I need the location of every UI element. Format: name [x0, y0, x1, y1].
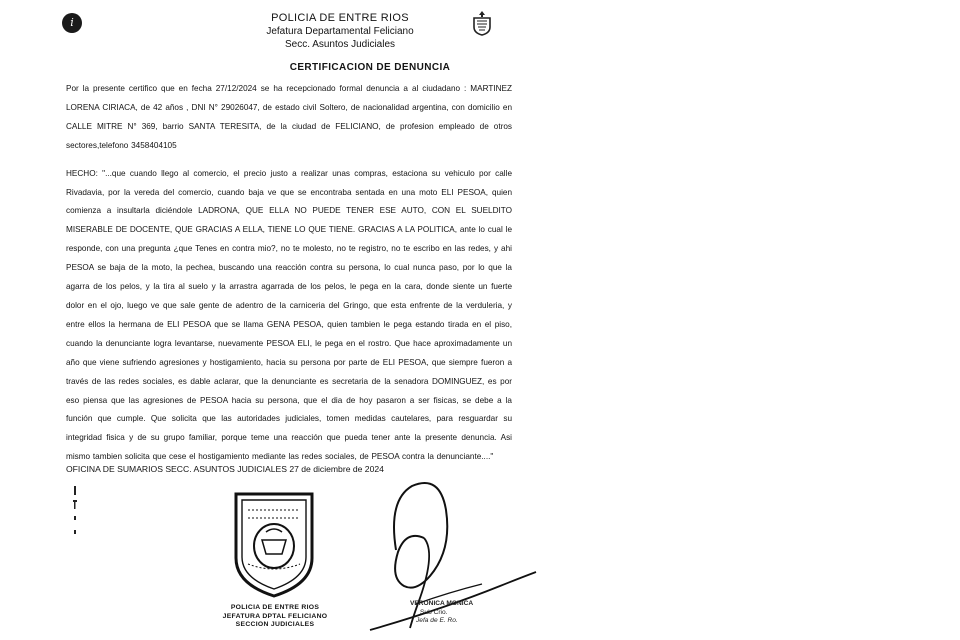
office-date-line: OFICINA DE SUMARIOS SECC. ASUNTOS JUDICIALES 27 de diciembre de 2024	[66, 464, 384, 474]
header-section: Secc. Asuntos Judiciales	[284, 39, 396, 50]
header-institution: POLICIA DE ENTRE RIOS	[271, 12, 409, 24]
document-title: CERTIFICACION DE DENUNCIA	[289, 62, 451, 73]
stamp-line-section: SECCION JUDICIALES	[235, 621, 315, 629]
signature-name: VERONICA MONICA	[410, 600, 474, 607]
facts-paragraph: HECHO: "...que cuando llego al comercio, el precio justo a realizar unas compras, estaciona su vehiculo por calle Rivadavia, por la vereda del comercio, cuando baja ve que se encontraba sentada en una moto ELI PESOA, quien comienza a insultarla diciéndole LADRONA, QUE ELLA NO PUEDE TENER ESE AUTO, CON EL SUELDITO MISERABLE DE DOCENTE, QUE GRACIAS A ELLA, TIENE LO QUE TIENE. GRACIAS A LA POLITICA, ante lo cual le responde, con una pregunta ¿que Tenes en contra mio?, no te molesto, no te registro, no te escribo en las redes, y ahi PESOA se baja de la moto, la pechea, buscando una reacción contra su persona, lo cual nunca paso, por lo que la agarra de los pelos, y la tira al suelo y la arrastra agarrada de los pelos, le pega en la cara, donde siente un fuerte dolor en el ojo, luego ve que sale gente de adentro de la carniceria del Gringo, que esta enfrente de la verduleria, y entre ellos la hermana de ELI PESOA que se llama GENA PESOA, quien tambien le pega estando tirada en el piso, cuando la denunciante logra levantarse, nuevamente PESOA ELI, le pega en el rostro. Que hace aproximadamente un año que viene sufriendo agresiones y hostigamiento, hacia su persona por parte de ELI PESOA, que siempre fueron a través de las redes sociales, es dable aclarar, que la denunciante es secretaria de la senadora DOMINGUEZ, es por eso piensa que las agresiones de PESOA hacia su persona, que el dia de hoy pasaron a ser fisicas, se debe a la función que cumple. Que solicita que las autoridades judiciales, tomen medidas cautelares, para resguardar su integridad fisica y de su grupo familiar, porque teme una reacción que pueda tener ante la presente denuncia. Asi mismo tambien solicita que cese el hostigamiento mediante las redes sociales, de PESOA contra la denunciante...."	[66, 168, 512, 462]
signature-role: Jefa de E. Ro.	[416, 617, 458, 625]
stamp-line-department: JEFATURA DPTAL FELICIANO	[222, 612, 328, 620]
document-header	[200, 12, 480, 51]
header-department: Jefatura Departamental Feliciano	[266, 26, 414, 37]
signature-caption	[410, 600, 490, 626]
stamp-line-institution: POLICIA DE ENTRE RIOS	[230, 604, 320, 611]
document-body	[66, 80, 512, 467]
certification-paragraph: Por la presente certifico que en fecha 27/12/2024 se ha recepcionado formal denuncia a al ciudadano : MARTINEZ LORENA CIRIACA, de 42 años , DNI N° 29026047, de estado civil Soltero, de nacionalidad argentina, con domicilio en CALLE MITRE N° 369, barrio SANTA TERESITA, de la ciudad de FELICIANO, de profesion empleado de otros sectores,telefono 3458404105	[66, 84, 512, 150]
stamp-caption	[205, 604, 345, 630]
info-seal-icon: i	[62, 13, 82, 33]
police-shield-seal-icon	[230, 488, 318, 598]
margin-marks	[72, 486, 80, 536]
signature-rank: Sub Crio.	[420, 608, 448, 616]
